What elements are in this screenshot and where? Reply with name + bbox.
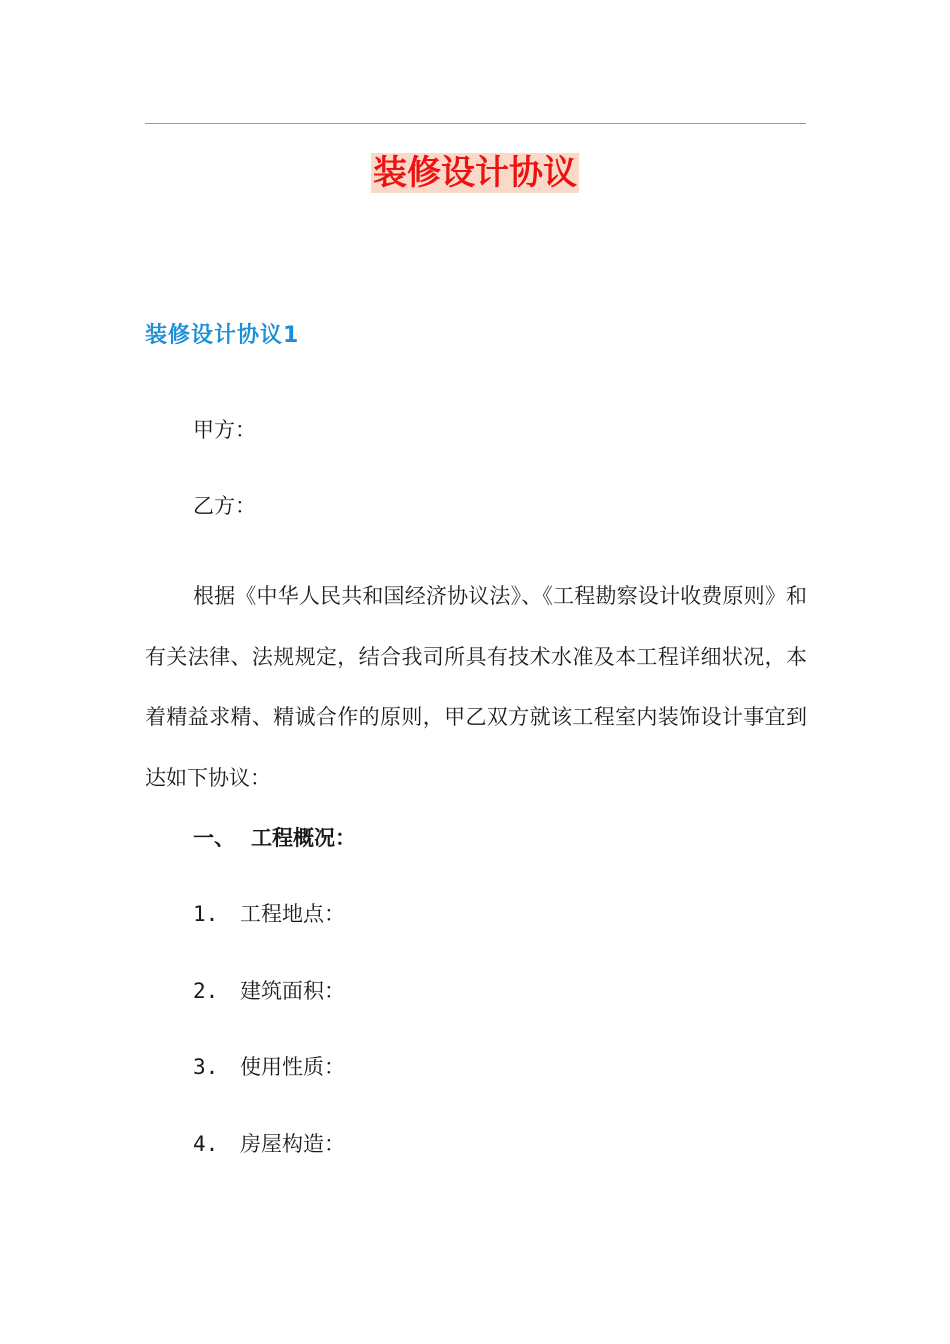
- document-title-text: 装修设计协议: [373, 153, 577, 193]
- clause-heading-1: [193, 822, 356, 854]
- list-item-label: 使用性质：: [240, 1055, 345, 1079]
- list-item: [193, 975, 345, 1007]
- intro-paragraph-block: [145, 566, 807, 808]
- list-item: [193, 898, 345, 930]
- party-b-label: 乙方：: [193, 494, 256, 518]
- list-item-number: 2.: [193, 979, 219, 1003]
- list-item-number: 4.: [193, 1132, 219, 1156]
- list-item: [193, 1128, 345, 1160]
- clause-number: 一、: [193, 826, 235, 850]
- header-rule: [145, 123, 806, 124]
- party-a-label: 甲方：: [193, 418, 256, 442]
- intro-paragraph: 根据《中华人民共和国经济协议法》、《工程勘察设计收费原则》和有关法律、法规规定，结合我司所具有技术水准及本工程详细状况，本着精益求精、精诚合作的原则，甲乙双方就该工程室内装饰设计事宜到达如下协议：: [145, 584, 807, 790]
- section-heading: 装修设计协议1: [145, 323, 300, 348]
- list-item-label: 房屋构造：: [240, 1132, 345, 1156]
- list-item: [193, 1051, 345, 1083]
- list-item-label: 工程地点：: [240, 902, 345, 926]
- clause-title: 工程概况：: [251, 826, 356, 850]
- list-item-number: 3.: [193, 1055, 219, 1079]
- document-title: [0, 148, 950, 198]
- list-item-label: 建筑面积：: [240, 979, 345, 1003]
- list-item-number: 1.: [193, 902, 219, 926]
